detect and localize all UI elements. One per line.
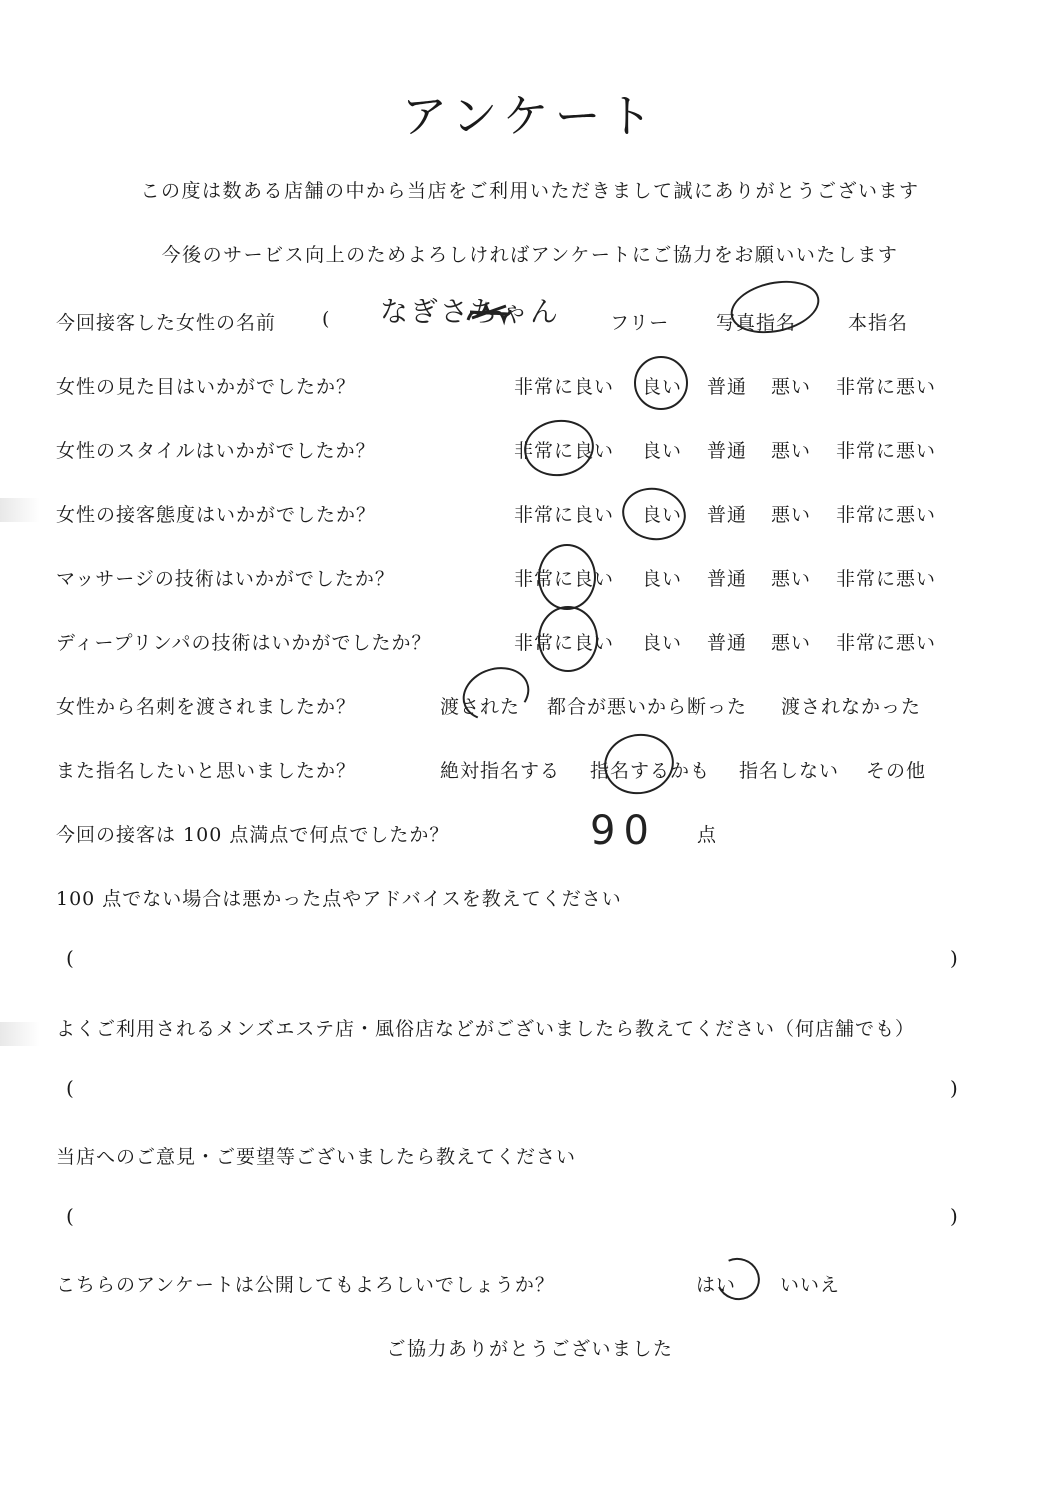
- option-no[interactable]: 指名しない: [739, 760, 840, 782]
- other-shops-input[interactable]: [90, 1074, 940, 1104]
- requests-input[interactable]: [90, 1202, 940, 1232]
- option-very-bad[interactable]: 非常に悪い: [836, 440, 937, 462]
- option-not-received[interactable]: 渡されなかった: [781, 696, 922, 718]
- option-declined[interactable]: 都合が悪いから断った: [547, 696, 748, 718]
- option-average[interactable]: 普通: [707, 632, 748, 654]
- option-bad[interactable]: 悪い: [771, 504, 812, 526]
- question-text: 当店へのご意見・ご要望等ございましたら教えてください: [56, 1146, 577, 1168]
- close-paren: ): [950, 1204, 958, 1228]
- option-other[interactable]: その他: [866, 760, 927, 782]
- scan-mark: [0, 498, 40, 522]
- option-good[interactable]: 良い: [642, 504, 683, 526]
- option-photo-nomination[interactable]: 写真指名: [716, 312, 797, 334]
- score-unit: 点: [697, 824, 718, 846]
- option-main-nomination[interactable]: 本指名: [848, 312, 909, 334]
- open-paren: (: [66, 1204, 74, 1228]
- option-very-good[interactable]: 非常に良い: [514, 632, 615, 654]
- question-text: 女性から名刺を渡されましたか？: [56, 696, 357, 718]
- advice-input[interactable]: [90, 944, 940, 974]
- question-text: よくご利用されるメンズエステ店・風俗店などがございましたら教えてください（何店舗でも）: [56, 1018, 916, 1040]
- scan-mark: [0, 1022, 40, 1046]
- open-paren: (: [66, 1076, 74, 1100]
- question-text: また指名したいと思いましたか？: [56, 760, 357, 782]
- close-paren: ): [950, 946, 958, 970]
- option-average[interactable]: 普通: [707, 568, 748, 590]
- open-paren: (: [66, 946, 74, 970]
- name-open-paren: (: [322, 308, 331, 330]
- option-very-good[interactable]: 非常に良い: [514, 376, 615, 398]
- name-question: 今回接客した女性の名前: [56, 312, 277, 334]
- selection-circle: [710, 1252, 766, 1307]
- question-text: 100 点でない場合は悪かった点やアドバイスを教えてください: [56, 888, 622, 910]
- intro-line-1: この度は数ある店舗の中から当店をご利用いただきまして誠にありがとうございます: [140, 180, 920, 202]
- selection-circle: [634, 356, 688, 410]
- option-received[interactable]: 渡された: [440, 696, 521, 718]
- question-text: ディープリンパの技術はいかがでしたか？: [56, 632, 432, 654]
- selection-circle: [599, 728, 678, 799]
- option-very-bad[interactable]: 非常に悪い: [836, 376, 937, 398]
- handwritten-name[interactable]: なぎさちゃん: [380, 295, 561, 328]
- page-title: アンケート: [401, 89, 659, 143]
- option-very-bad[interactable]: 非常に悪い: [836, 504, 937, 526]
- option-very-bad[interactable]: 非常に悪い: [836, 632, 937, 654]
- scribble-mark: [466, 298, 512, 328]
- closing-text: ご協力ありがとうございました: [386, 1338, 674, 1360]
- option-very-good[interactable]: 非常に良い: [514, 504, 615, 526]
- option-average[interactable]: 普通: [707, 504, 748, 526]
- option-bad[interactable]: 悪い: [771, 568, 812, 590]
- intro-line-2: 今後のサービス向上のためよろしければアンケートにご協力をお願いいたします: [161, 244, 899, 266]
- option-good[interactable]: 良い: [642, 632, 683, 654]
- option-maybe[interactable]: 指名するかも: [590, 760, 711, 782]
- option-no[interactable]: いいえ: [780, 1274, 841, 1296]
- option-average[interactable]: 普通: [707, 440, 748, 462]
- option-free[interactable]: フリー: [610, 312, 670, 334]
- option-bad[interactable]: 悪い: [771, 440, 812, 462]
- option-good[interactable]: 良い: [642, 440, 683, 462]
- close-paren: ): [950, 1076, 958, 1100]
- question-text: 今回の接客は 100 点満点で何点でしたか？: [56, 824, 450, 846]
- option-very-good[interactable]: 非常に良い: [514, 440, 615, 462]
- selection-circle: [520, 415, 597, 480]
- option-bad[interactable]: 悪い: [771, 376, 812, 398]
- option-good[interactable]: 良い: [642, 376, 683, 398]
- selection-circle: [538, 544, 596, 610]
- option-bad[interactable]: 悪い: [771, 632, 812, 654]
- option-average[interactable]: 普通: [707, 376, 748, 398]
- handwritten-score[interactable]: 90: [590, 808, 657, 854]
- selection-circle: [618, 483, 690, 545]
- selection-circle: [538, 606, 598, 672]
- option-very-good[interactable]: 非常に良い: [514, 568, 615, 590]
- option-definitely[interactable]: 絶対指名する: [440, 760, 561, 782]
- question-text: 女性の見た目はいかがでしたか？: [56, 376, 357, 398]
- question-text: 女性の接客態度はいかがでしたか？: [56, 504, 377, 526]
- option-good[interactable]: 良い: [642, 568, 683, 590]
- option-very-bad[interactable]: 非常に悪い: [836, 568, 937, 590]
- option-yes[interactable]: はい: [696, 1274, 737, 1296]
- question-text: こちらのアンケートは公開してもよろしいでしょうか？: [56, 1274, 555, 1296]
- question-text: 女性のスタイルはいかがでしたか？: [56, 440, 376, 462]
- question-text: マッサージの技術はいかがでしたか？: [56, 568, 395, 590]
